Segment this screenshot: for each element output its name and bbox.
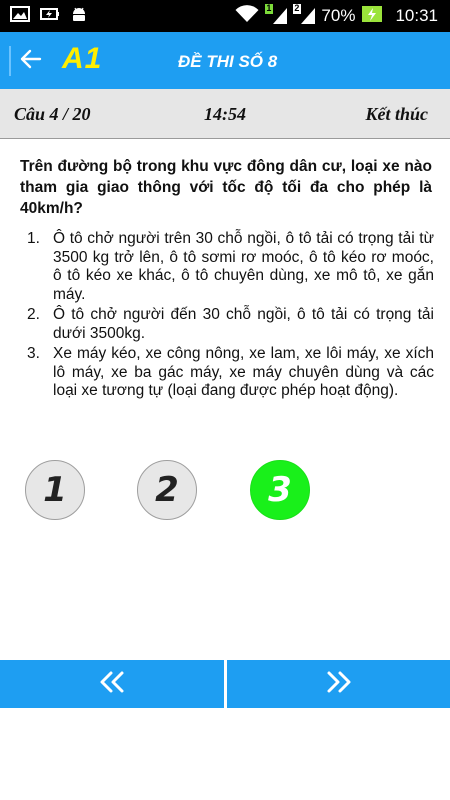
answer-option-2 [20,306,434,343]
double-chevron-left-icon [97,670,127,699]
double-chevron-right-icon [324,670,354,699]
finish-button[interactable]: Kết thúc [365,104,428,124]
page-title: ĐỀ THI SỐ 8 [178,52,278,71]
sim2-label: 2 [294,2,300,13]
sim1-label: 1 [266,2,272,13]
answer-option-3 [20,345,434,401]
exam-info-bar [0,89,450,139]
choice-button-3[interactable]: 3 [250,460,310,520]
answer-number: 3. [27,345,40,362]
battery-percent: 70% [321,6,356,25]
previous-question-button[interactable] [0,660,224,708]
clock: 10:31 [395,6,438,25]
app-logo: A1 [62,42,103,75]
answer-number: 2. [27,306,40,323]
status-bar [0,0,450,32]
answer-option-1 [20,230,434,304]
android-icon [70,5,88,28]
battery-charging-notification-icon [40,6,60,27]
image-notification-icon [10,6,30,27]
battery-icon [361,4,383,29]
sim1-signal-icon [265,4,287,29]
back-button[interactable] [14,44,48,78]
choice-button-1[interactable]: 1 [25,460,85,520]
sim2-signal-icon [293,4,315,29]
answer-text: Xe máy kéo, xe công nông, xe lam, xe lôi máy, xe xích lô máy, xe ba gác máy, xe máy chuyên dùng và các loại xe tương tự (loại đang được phép hoạt động). [53,345,434,399]
answer-text: Ô tô chở người trên 30 chỗ ngồi, ô tô tải có trọng tải từ 3500 kg trở lên, ô tô sơmi rơ moóc, ô tô kéo rơ moóc, ô tô kéo xe khác, ô tô chuyên dùng, xe mô tô, xe gắn máy. [53,230,434,303]
question-text: Trên đường bộ trong khu vực đông dân cư, loại xe nào tham gia giao thông với tốc độ tối đa cho phép là 40km/h? [20,158,432,217]
arrow-left-icon [20,49,42,74]
wifi-icon [235,5,259,28]
appbar-divider [9,46,11,76]
countdown-timer: 14:54 [204,104,246,124]
next-question-button[interactable] [227,660,450,708]
question-counter: Câu 4 / 20 [14,104,91,124]
app-bar [0,32,450,89]
answer-list [20,230,434,403]
answer-number: 1. [27,230,40,247]
answer-text: Ô tô chở người đến 30 chỗ ngồi, ô tô tải có trọng tải dưới 3500kg. [53,306,434,342]
choice-button-2[interactable]: 2 [137,460,197,520]
